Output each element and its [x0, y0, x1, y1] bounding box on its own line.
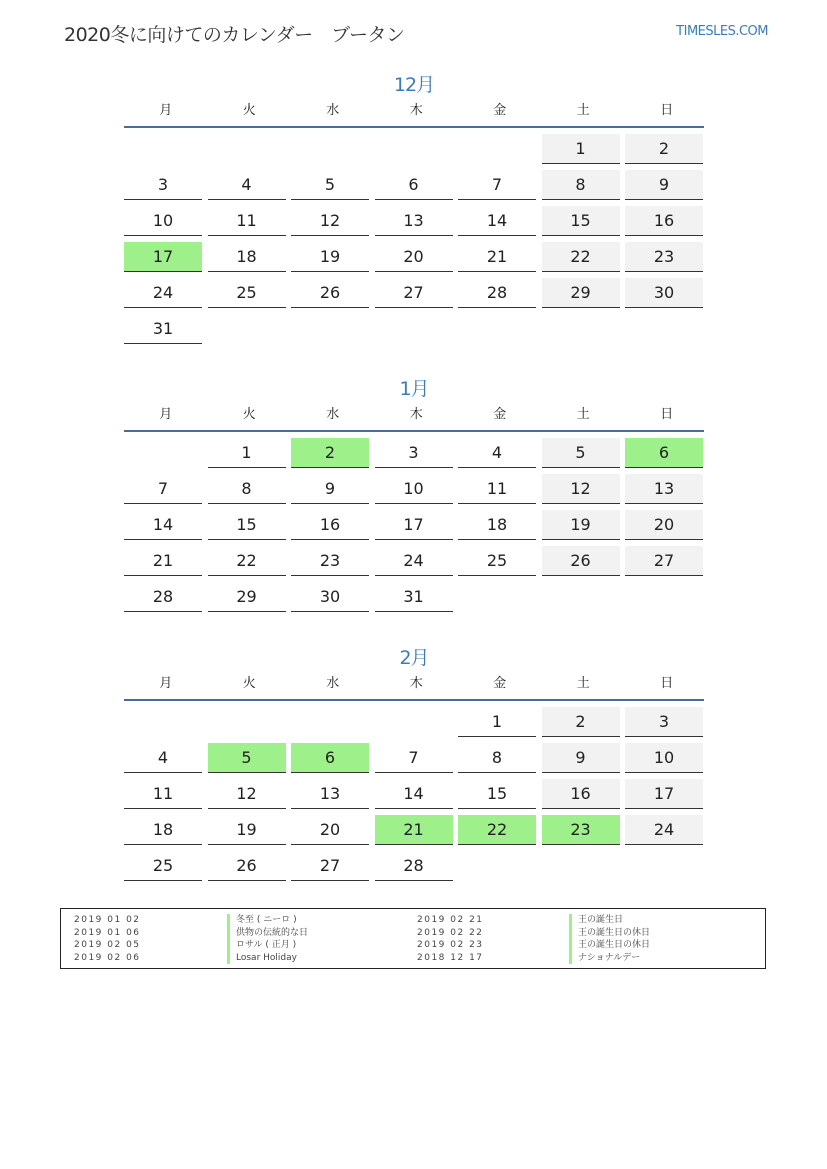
- day-number: 18: [208, 242, 286, 272]
- day-number: 19: [291, 242, 369, 272]
- day-cell: [291, 849, 375, 885]
- empty-day-cell: [124, 132, 208, 168]
- day-cell: [458, 741, 542, 777]
- day-cell: [124, 508, 208, 544]
- day-cell: [124, 813, 208, 849]
- day-cell: [542, 168, 626, 204]
- legend-column-right: [417, 914, 484, 964]
- day-number: 1: [208, 438, 286, 468]
- day-number: 31: [375, 582, 453, 612]
- legend-names-left: [227, 914, 308, 964]
- day-cell: [375, 240, 459, 276]
- day-number: 21: [375, 815, 453, 845]
- day-cell: [542, 813, 626, 849]
- day-cell: [124, 168, 208, 204]
- weekday-sat: 土: [576, 103, 590, 118]
- day-number: 20: [375, 242, 453, 272]
- month-title: 12月: [393, 74, 435, 96]
- day-cell: [208, 240, 292, 276]
- day-cell: [208, 436, 292, 472]
- legend-row: [74, 927, 141, 940]
- day-cell: [291, 777, 375, 813]
- day-cell: [375, 741, 459, 777]
- day-number: 23: [291, 546, 369, 576]
- day-cell: [208, 741, 292, 777]
- empty-day: [458, 134, 536, 163]
- weekday-thu: 木: [409, 676, 423, 691]
- day-number: 15: [208, 510, 286, 540]
- empty-day: [124, 134, 202, 163]
- empty-day: [375, 134, 453, 163]
- day-number: 28: [124, 582, 202, 612]
- day-cell: [375, 276, 459, 312]
- day-cell: [208, 849, 292, 885]
- day-cell: [124, 472, 208, 508]
- day-cell: [208, 777, 292, 813]
- day-number: 11: [124, 779, 202, 809]
- day-cell: [375, 580, 459, 616]
- day-number: 22: [458, 815, 536, 845]
- day-number: 27: [625, 546, 703, 576]
- day-cell: [291, 813, 375, 849]
- day-number: 6: [625, 438, 703, 468]
- day-number: 30: [291, 582, 369, 612]
- legend-row: [74, 939, 141, 952]
- empty-day-cell: [291, 705, 375, 741]
- day-grid: [124, 705, 704, 885]
- day-cell: [375, 777, 459, 813]
- day-cell: [458, 276, 542, 312]
- day-cell: [625, 472, 709, 508]
- day-number: 26: [208, 851, 286, 881]
- day-cell: [124, 276, 208, 312]
- empty-day-cell: [291, 132, 375, 168]
- weekday-header: [124, 673, 704, 701]
- day-number: 19: [542, 510, 620, 540]
- legend-row: [417, 927, 484, 940]
- day-number: 3: [625, 707, 703, 737]
- legend-row: [417, 914, 484, 927]
- day-cell: [124, 240, 208, 276]
- day-cell: [375, 168, 459, 204]
- weekday-thu: 木: [409, 103, 423, 118]
- day-number: 4: [458, 438, 536, 468]
- day-number: 4: [124, 743, 202, 773]
- day-number: 5: [542, 438, 620, 468]
- day-number: 27: [291, 851, 369, 881]
- day-cell: [208, 472, 292, 508]
- day-cell: [291, 472, 375, 508]
- day-number: 24: [375, 546, 453, 576]
- day-number: 14: [124, 510, 202, 540]
- day-cell: [458, 508, 542, 544]
- day-number: 3: [124, 170, 202, 200]
- day-number: 19: [208, 815, 286, 845]
- day-number: 22: [542, 242, 620, 272]
- day-cell: [208, 544, 292, 580]
- day-number: 11: [458, 474, 536, 504]
- day-cell: [458, 544, 542, 580]
- empty-day-cell: [375, 705, 459, 741]
- day-cell: [542, 508, 626, 544]
- weekday-header: [124, 404, 704, 432]
- day-cell: [291, 276, 375, 312]
- day-number: 6: [375, 170, 453, 200]
- day-number: 5: [291, 170, 369, 200]
- day-number: 16: [291, 510, 369, 540]
- empty-day: [291, 707, 369, 736]
- day-number: 24: [625, 815, 703, 845]
- day-number: 6: [291, 743, 369, 773]
- day-number: 18: [124, 815, 202, 845]
- day-cell: [208, 168, 292, 204]
- empty-day-cell: [124, 436, 208, 472]
- day-number: 22: [208, 546, 286, 576]
- day-number: 5: [208, 743, 286, 773]
- empty-day: [375, 707, 453, 736]
- weekday-tue: 火: [242, 103, 256, 118]
- day-number: 1: [542, 134, 620, 164]
- day-cell: [542, 705, 626, 741]
- month-december: [124, 70, 704, 348]
- day-cell: [375, 544, 459, 580]
- day-cell: [625, 705, 709, 741]
- legend-row: [74, 952, 141, 965]
- day-number: 13: [625, 474, 703, 504]
- day-cell: [124, 777, 208, 813]
- day-cell: [208, 580, 292, 616]
- weekday-wed: 水: [326, 103, 340, 118]
- day-cell: [458, 240, 542, 276]
- day-number: 26: [291, 278, 369, 308]
- weekday-fri: 金: [493, 407, 507, 422]
- day-number: 23: [625, 242, 703, 272]
- legend-date: 2019 02 21: [417, 915, 484, 925]
- day-number: 12: [291, 206, 369, 236]
- empty-day: [208, 134, 286, 163]
- day-cell: [458, 472, 542, 508]
- day-cell: [458, 436, 542, 472]
- day-number: 16: [542, 779, 620, 809]
- legend-date: 2019 02 22: [417, 927, 484, 938]
- day-number: 14: [458, 206, 536, 236]
- day-number: 16: [625, 206, 703, 236]
- day-cell: [208, 508, 292, 544]
- weekday-mon: 月: [159, 676, 173, 691]
- day-number: 29: [208, 582, 286, 612]
- day-cell: [542, 544, 626, 580]
- day-number: 17: [124, 242, 202, 272]
- day-cell: [458, 705, 542, 741]
- day-cell: [542, 777, 626, 813]
- day-number: 27: [375, 278, 453, 308]
- weekday-mon: 月: [159, 103, 173, 118]
- day-number: 1: [458, 707, 536, 737]
- weekday-thu: 木: [409, 407, 423, 422]
- legend-column-left: [74, 914, 141, 964]
- day-number: 29: [542, 278, 620, 308]
- day-cell: [124, 849, 208, 885]
- legend-date: 2019 01 06: [74, 927, 141, 938]
- day-number: 31: [124, 314, 202, 344]
- day-cell: [208, 813, 292, 849]
- day-cell: [542, 132, 626, 168]
- day-cell: [291, 580, 375, 616]
- day-number: 28: [458, 278, 536, 308]
- day-number: 8: [208, 474, 286, 504]
- day-cell: [291, 204, 375, 240]
- day-number: 12: [542, 474, 620, 504]
- day-cell: [124, 204, 208, 240]
- legend-date: 2018 12 17: [417, 952, 484, 963]
- empty-day: [291, 134, 369, 163]
- legend-holiday-name: ナショナルデー: [569, 952, 650, 965]
- day-number: 30: [625, 278, 703, 308]
- day-number: 13: [375, 206, 453, 236]
- day-number: 15: [458, 779, 536, 809]
- empty-day: [124, 707, 202, 736]
- legend-holiday-name: 供物の伝統的な日: [227, 927, 308, 940]
- day-cell: [124, 580, 208, 616]
- day-cell: [625, 813, 709, 849]
- page-title: 2020冬に向けてのカレンダー ブータン: [64, 24, 405, 46]
- day-number: 7: [375, 743, 453, 773]
- site-name[interactable]: TIMESLES.COM: [676, 24, 768, 39]
- day-number: 21: [124, 546, 202, 576]
- day-cell: [625, 436, 709, 472]
- empty-day: [124, 438, 202, 467]
- day-cell: [542, 204, 626, 240]
- day-number: 9: [625, 170, 703, 200]
- day-number: 11: [208, 206, 286, 236]
- day-cell: [124, 544, 208, 580]
- day-cell: [291, 168, 375, 204]
- weekday-sun: 日: [660, 676, 674, 691]
- day-number: 10: [124, 206, 202, 236]
- day-cell: [458, 777, 542, 813]
- legend-date: 2019 02 06: [74, 952, 141, 963]
- day-number: 28: [375, 851, 453, 881]
- legend-holiday-name: 王の誕生日の休日: [569, 939, 650, 952]
- day-cell: [625, 777, 709, 813]
- weekday-sat: 土: [576, 407, 590, 422]
- day-number: 13: [291, 779, 369, 809]
- day-cell: [625, 168, 709, 204]
- day-grid: [124, 436, 704, 616]
- day-number: 2: [542, 707, 620, 737]
- day-number: 3: [375, 438, 453, 468]
- day-number: 23: [542, 815, 620, 845]
- day-cell: [542, 741, 626, 777]
- month-title: 1月: [399, 378, 429, 400]
- empty-day: [208, 707, 286, 736]
- legend-names-right: [569, 914, 650, 964]
- weekday-sun: 日: [660, 407, 674, 422]
- month-february: [124, 643, 704, 885]
- day-cell: [375, 204, 459, 240]
- weekday-tue: 火: [242, 407, 256, 422]
- day-cell: [542, 436, 626, 472]
- legend-holiday-name: 王の誕生日: [569, 914, 650, 927]
- day-number: 8: [458, 743, 536, 773]
- day-cell: [625, 508, 709, 544]
- day-number: 9: [291, 474, 369, 504]
- empty-day-cell: [458, 132, 542, 168]
- day-number: 14: [375, 779, 453, 809]
- day-cell: [375, 849, 459, 885]
- weekday-fri: 金: [493, 103, 507, 118]
- holiday-legend: [60, 908, 766, 969]
- month-title: 2月: [399, 647, 429, 669]
- weekday-mon: 月: [159, 407, 173, 422]
- empty-day-cell: [375, 132, 459, 168]
- legend-holiday-name: 王の誕生日の休日: [569, 927, 650, 940]
- day-number: 7: [124, 474, 202, 504]
- day-cell: [375, 472, 459, 508]
- weekday-wed: 水: [326, 676, 340, 691]
- day-number: 7: [458, 170, 536, 200]
- day-number: 20: [291, 815, 369, 845]
- day-cell: [208, 204, 292, 240]
- weekday-header: [124, 100, 704, 128]
- day-cell: [625, 240, 709, 276]
- legend-row: [74, 914, 141, 927]
- day-number: 25: [208, 278, 286, 308]
- day-number: 2: [291, 438, 369, 468]
- weekday-wed: 水: [326, 407, 340, 422]
- legend-holiday-name: Losar Holiday: [227, 952, 308, 965]
- empty-day-cell: [124, 705, 208, 741]
- day-cell: [458, 204, 542, 240]
- day-number: 18: [458, 510, 536, 540]
- day-cell: [375, 813, 459, 849]
- weekday-fri: 金: [493, 676, 507, 691]
- day-cell: [291, 508, 375, 544]
- day-grid: [124, 132, 704, 348]
- day-cell: [542, 276, 626, 312]
- legend-date: 2019 01 02: [74, 915, 141, 925]
- day-cell: [375, 436, 459, 472]
- day-number: 17: [625, 779, 703, 809]
- legend-row: [417, 952, 484, 965]
- day-number: 10: [375, 474, 453, 504]
- day-cell: [625, 741, 709, 777]
- day-number: 9: [542, 743, 620, 773]
- day-number: 10: [625, 743, 703, 773]
- legend-row: [417, 939, 484, 952]
- legend-date: 2019 02 23: [417, 940, 484, 950]
- day-number: 2: [625, 134, 703, 164]
- day-cell: [625, 544, 709, 580]
- day-cell: [625, 204, 709, 240]
- day-cell: [625, 132, 709, 168]
- weekday-sun: 日: [660, 103, 674, 118]
- empty-day-cell: [208, 705, 292, 741]
- legend-holiday-name: ロサル ( 正月 ): [227, 939, 308, 952]
- day-cell: [542, 240, 626, 276]
- weekday-sat: 土: [576, 676, 590, 691]
- day-number: 8: [542, 170, 620, 200]
- day-number: 26: [542, 546, 620, 576]
- day-number: 15: [542, 206, 620, 236]
- day-number: 24: [124, 278, 202, 308]
- day-cell: [208, 276, 292, 312]
- day-cell: [458, 813, 542, 849]
- day-number: 25: [458, 546, 536, 576]
- day-cell: [375, 508, 459, 544]
- day-cell: [291, 741, 375, 777]
- day-cell: [291, 240, 375, 276]
- day-cell: [124, 741, 208, 777]
- day-cell: [124, 312, 208, 348]
- day-cell: [542, 472, 626, 508]
- day-number: 4: [208, 170, 286, 200]
- day-number: 20: [625, 510, 703, 540]
- day-cell: [458, 168, 542, 204]
- day-cell: [291, 436, 375, 472]
- month-january: [124, 374, 704, 616]
- day-number: 12: [208, 779, 286, 809]
- day-cell: [625, 276, 709, 312]
- day-cell: [291, 544, 375, 580]
- day-number: 17: [375, 510, 453, 540]
- legend-date: 2019 02 05: [74, 940, 141, 950]
- day-number: 21: [458, 242, 536, 272]
- legend-holiday-name: 冬至 ( ニーロ ): [227, 914, 308, 927]
- weekday-tue: 火: [242, 676, 256, 691]
- empty-day-cell: [208, 132, 292, 168]
- day-number: 25: [124, 851, 202, 881]
